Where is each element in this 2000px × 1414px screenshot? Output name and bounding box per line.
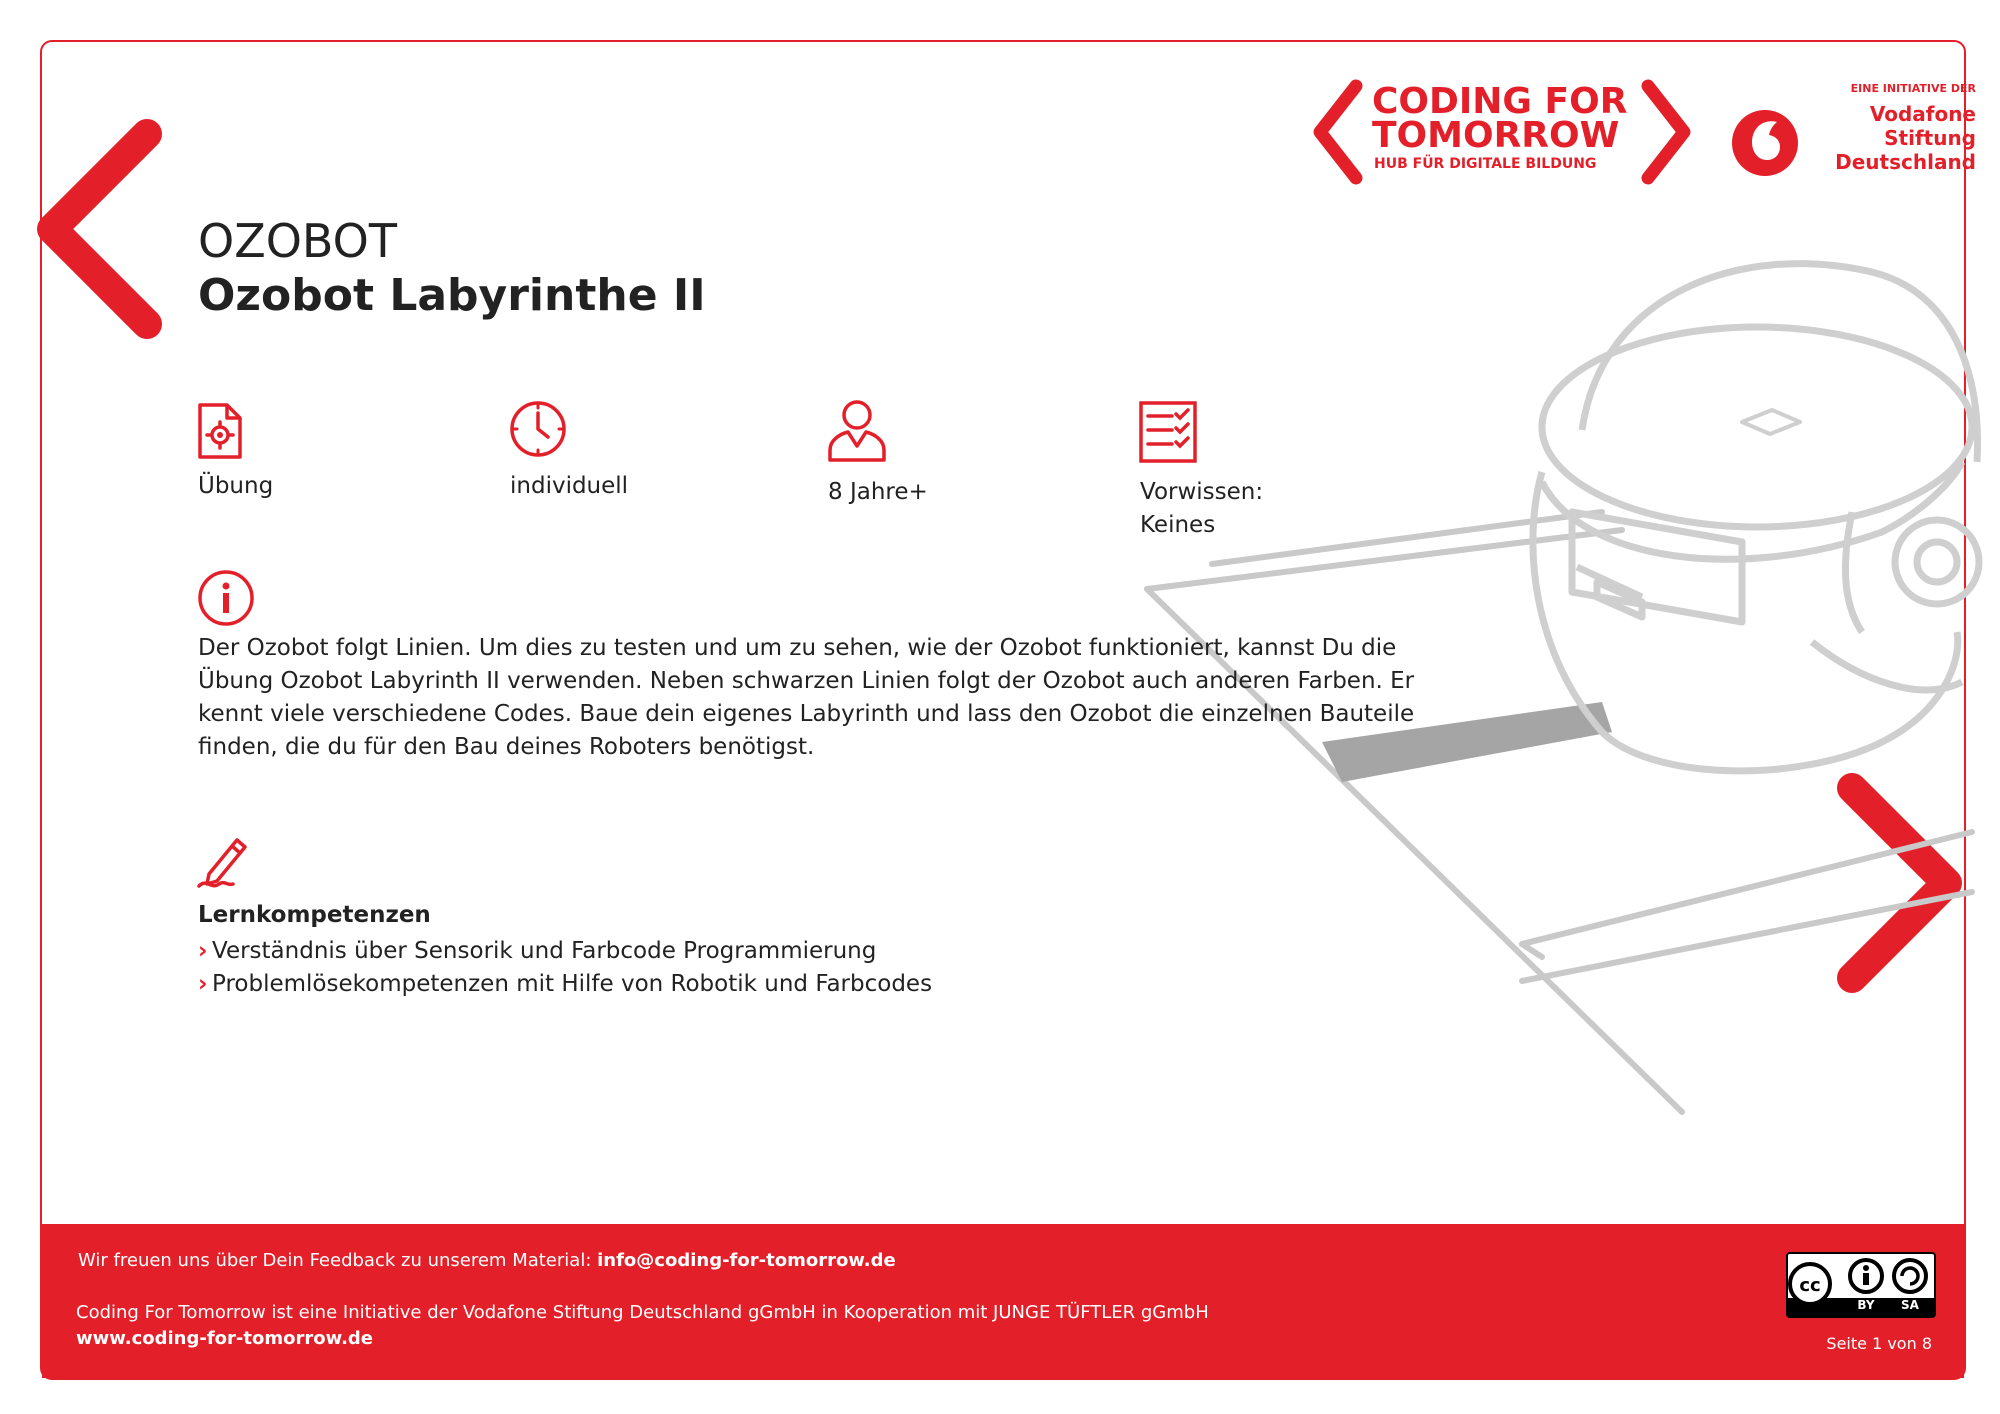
description-text: Der Ozobot folgt Linien. Um dies zu testen und um zu sehen, wie der Ozobot funktioniert, kannst Du die Übung Ozobot Labyrinth II verwenden. Neben schwarzen Linien folgt der Ozobot auch anderen Farben. Er kennt viele verschiedene Codes. Baue dein eigenes Labyrinth und lass den Ozobot die einzelnen Bauteile finden, die du für den Bau deines Roboters benötigst. [198, 635, 1415, 760]
chevron-right-icon: › [198, 971, 208, 997]
vodafone-speechmark-icon [1730, 108, 1800, 178]
logo-line2: TOMORROW [1372, 115, 1620, 156]
meta-prereq-value: Keines [1140, 512, 1216, 538]
feedback-line [78, 1250, 896, 1271]
competencies-heading: Lernkompetenzen [198, 902, 431, 928]
document-gear-icon [197, 402, 243, 460]
chevron-right-icon: › [198, 938, 208, 964]
category-label: OZOBOT [198, 214, 397, 268]
svg-text:cc: cc [1799, 1275, 1821, 1296]
page-number: Seite 1 von 8 [1826, 1334, 1932, 1353]
meta-duration: individuell [510, 473, 629, 499]
footer [42, 1224, 1964, 1378]
right-chevron-decoration [1852, 788, 1947, 978]
list-item: › Verständnis über Sensorik und Farbcode Programmierung [198, 935, 932, 968]
feedback-text: Wir freuen uns über Dein Feedback zu unserem Material: [78, 1250, 598, 1271]
vodafone-line2: Stiftung [1884, 126, 1976, 150]
meta-age: 8 Jahre+ [828, 479, 928, 505]
checklist-icon [1138, 400, 1198, 464]
license-sa: SA [1901, 1298, 1919, 1312]
meta-prereq-label: Vorwissen: [1140, 479, 1264, 505]
feedback-email-link[interactable]: info@coding-for-tomorrow.de [597, 1250, 896, 1271]
page-frame [40, 40, 1976, 1380]
logo-tagline: HUB FÜR DIGITALE BILDUNG [1374, 156, 1597, 172]
competencies-list [198, 935, 932, 1001]
pencil-icon [197, 832, 251, 890]
vodafone-line3: Deutschland [1835, 150, 1976, 174]
list-item: › Problemlösekompetenzen mit Hilfe von Robotik und Farbcodes [198, 968, 932, 1001]
vodafone-initiative-label: EINE INITIATIVE DER [1850, 82, 1976, 95]
meta-prereq [1140, 476, 1263, 542]
info-icon [197, 569, 255, 627]
website-link[interactable]: www.coding-for-tomorrow.de [76, 1328, 373, 1349]
initiative-text: Coding For Tomorrow ist eine Initiative der Vodafone Stiftung Deutschland gGmbH in Kooperation mit JUNGE TÜFTLER gGmbH [76, 1302, 1209, 1323]
clock-icon [508, 399, 568, 459]
left-chevron-decoration [52, 134, 147, 324]
logo-line1: CODING FOR [1372, 81, 1628, 122]
page-title: Ozobot Labyrinthe II [198, 270, 706, 321]
meta-type: Übung [198, 473, 274, 499]
vodafone-line1: Vodafone [1869, 102, 1976, 126]
person-icon [826, 398, 888, 464]
license-by: BY [1857, 1298, 1875, 1312]
cc-license-badge[interactable] [1786, 1252, 1936, 1318]
